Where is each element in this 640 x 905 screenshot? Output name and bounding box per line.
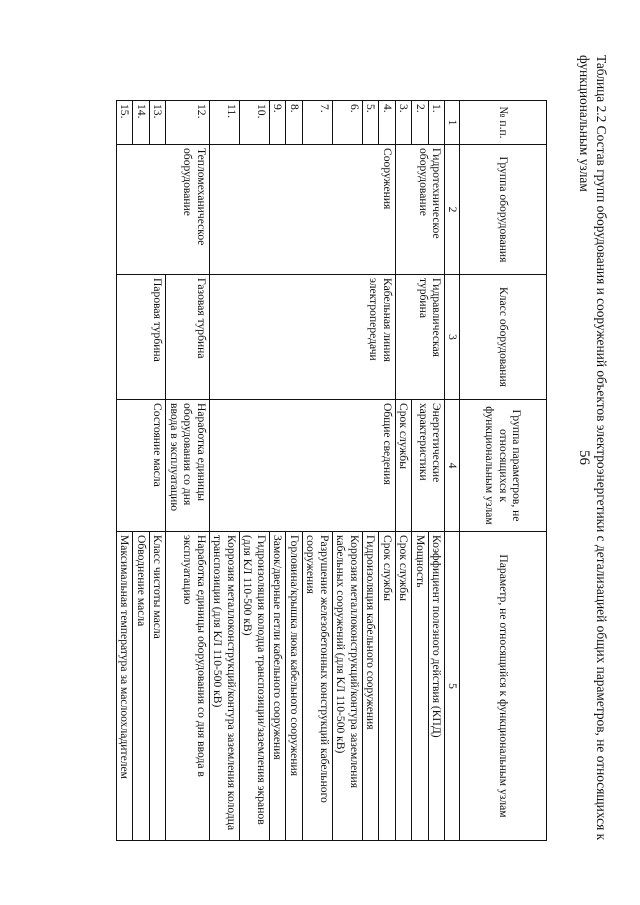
- param-cell: Замок/дверные петли кабельного сооружения: [270, 532, 287, 841]
- row-number: 14.: [133, 101, 150, 145]
- equipment-group-cell: Гидротехническое оборудование: [396, 145, 446, 275]
- param-cell: Максимальная температура за маслоохладителем: [117, 532, 134, 841]
- row-number: 6.: [333, 101, 363, 145]
- header-class: Класс оборудования: [460, 275, 547, 400]
- row-number: 7.: [303, 101, 333, 145]
- column-number: 1: [445, 101, 460, 145]
- param-cell: Коррозия металлоконструкций/контура заземления кабельных сооружений (для КЛ 110-500 кВ): [333, 532, 363, 841]
- row-number: 2.: [412, 101, 429, 145]
- param-cell: Коэффициент полезного действия (КПД): [429, 532, 446, 841]
- row-number: 15.: [117, 101, 134, 145]
- table-caption: Таблица 2.2 Состав групп оборудования и сооружений объектов электроэнергетики с детализацией общих параметров, не относящихся к функциональным узлам: [577, 55, 609, 841]
- param-cell: Обводнение масла: [133, 532, 150, 841]
- param-group-cell: Энергетические характеристики: [412, 400, 445, 532]
- param-cell: Гидроизоляция колодца транспозиции/заземления экранов (для КЛ 110-500 кВ): [240, 532, 270, 841]
- param-cell: Срок службы: [379, 532, 396, 841]
- row-number: 3.: [396, 101, 413, 145]
- param-cell: Класс чистоты масла: [150, 532, 167, 841]
- param-cell: Наработка единицы оборудования со дня ввода в эксплуатацию: [166, 532, 210, 841]
- page-number: 56: [576, 450, 592, 465]
- equipment-class-cell: Газовая турбина: [166, 275, 210, 400]
- row-number: 12.: [166, 101, 210, 145]
- table-row: [166, 101, 210, 841]
- column-number: 5: [445, 532, 460, 841]
- row-number: 5.: [363, 101, 380, 145]
- equipment-class-cell: Гидравлическая турбина: [396, 275, 446, 400]
- row-number: 11.: [210, 101, 240, 145]
- row-number: 1.: [429, 101, 446, 145]
- param-group-cell: Наработка единицы оборудования со дня ввода в эксплуатацию: [166, 400, 210, 532]
- row-number: 8.: [286, 101, 303, 145]
- equipment-class-cell: Паровая турбина: [117, 275, 167, 400]
- row-number: 10.: [240, 101, 270, 145]
- row-number: 13.: [150, 101, 167, 145]
- param-group-cell: Срок службы: [396, 400, 413, 532]
- param-cell: Гидроизоляция кабельного сооружения: [363, 532, 380, 841]
- table-row: [379, 101, 396, 841]
- column-numbers-row: [445, 101, 460, 841]
- header-group: Группа оборудования: [460, 145, 547, 275]
- column-number: 2: [445, 145, 460, 275]
- equipment-class-cell: Кабельная линия электропередачи: [210, 275, 396, 400]
- equipment-group-cell: Тепломеханическое оборудование: [117, 145, 210, 275]
- column-number: 3: [445, 275, 460, 400]
- param-group-cell: Состояние масла: [117, 400, 167, 532]
- param-cell: Горловина/крышка люка кабельного сооружения: [286, 532, 303, 841]
- header-num: № п.п.: [460, 101, 547, 145]
- param-cell: Мощность: [412, 532, 429, 841]
- param-cell: Разрушение железобетонных конструкций кабельного сооружения: [303, 532, 333, 841]
- column-number: 4: [445, 400, 460, 532]
- table-header-row: [460, 101, 547, 841]
- row-number: 4.: [379, 101, 396, 145]
- row-number: 9.: [270, 101, 287, 145]
- param-cell: Срок службы: [396, 532, 413, 841]
- param-cell: Коррозия металлоконструкций/контура заземления колодца транспозиции (для КЛ 110-500 кВ): [210, 532, 240, 841]
- header-param: Параметр, не относящийся к функциональным узлам: [460, 532, 547, 841]
- parameters-table: [116, 100, 547, 841]
- equipment-group-cell: Сооружения: [210, 145, 396, 275]
- header-param-group: Группа параметров, не относящихся к функциональным узлам: [460, 400, 547, 532]
- table-row: [429, 101, 446, 841]
- param-group-cell: Общие сведения: [210, 400, 396, 532]
